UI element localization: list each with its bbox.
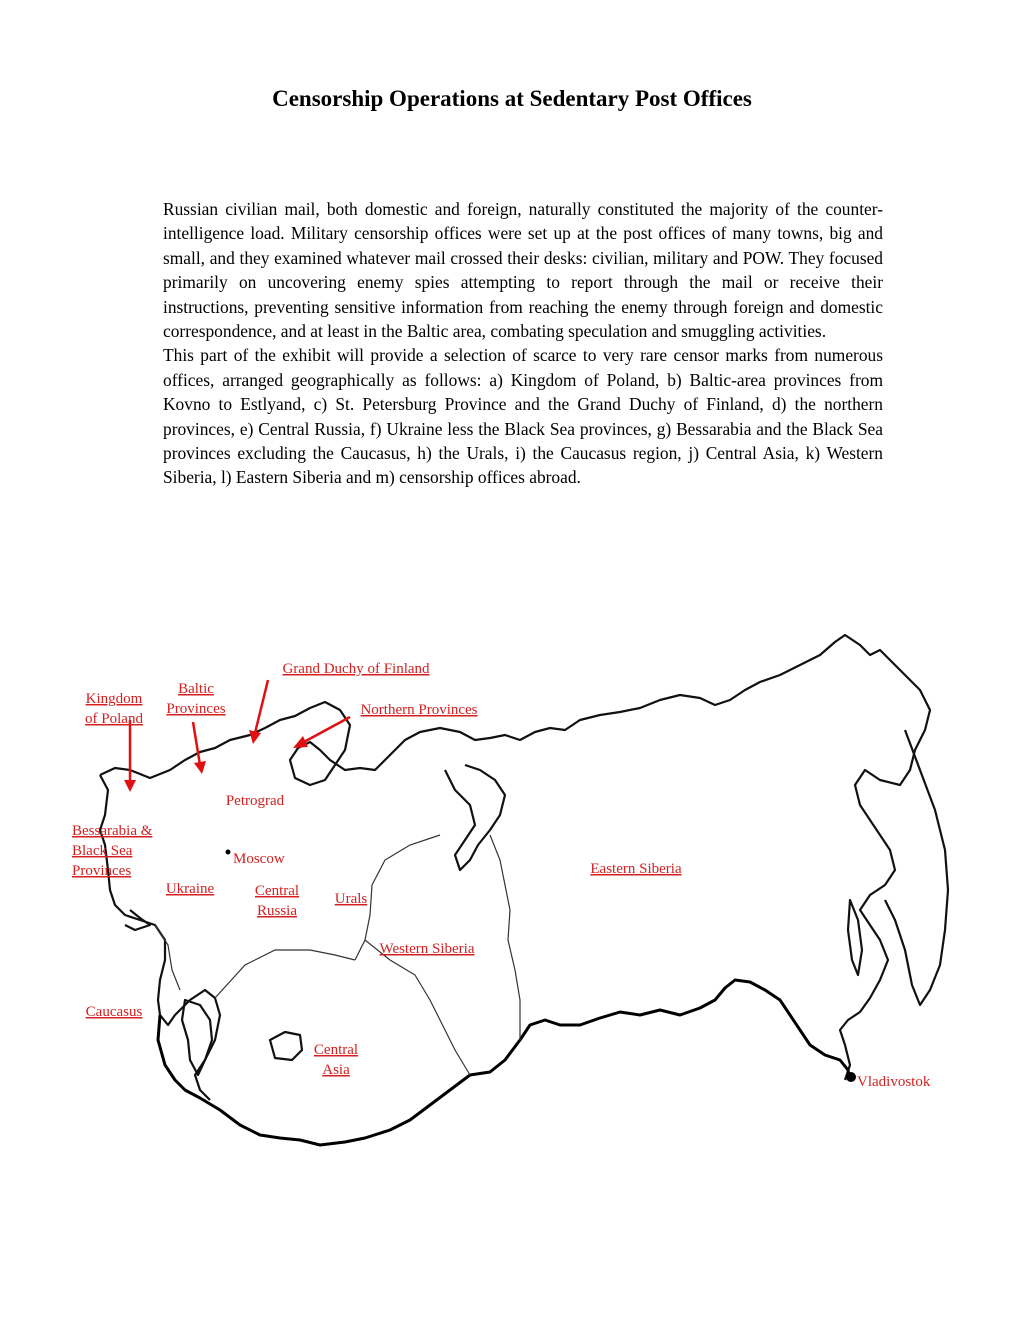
east-siberia-boundary [490, 835, 520, 1040]
vladivostok-dot [846, 1072, 856, 1082]
label-western-siberia: Western Siberia [379, 941, 475, 957]
aral-sea [270, 1032, 302, 1060]
body-text [163, 197, 883, 490]
label-moscow: Moscow [233, 851, 285, 867]
ukraine-boundary [155, 925, 180, 990]
label-central-asia-2: Asia [322, 1062, 350, 1078]
label-bessarabia-2: Black Sea [72, 843, 133, 859]
paragraph-intro: Russian civilian mail, both domestic and foreign, naturally constituted the majority of the counter-intelligence load. Military censorship offices were set up at the post offices of many towns, big and small, and they examined whatever mail crossed their desks: civilian, military and POW. They focused primarily on uncovering enemy spies attempting to report through the mail or receive their instructions, preventing sensitive information from reaching the enemy through foreign and domestic correspondence, and at least in the Baltic area, combating speculation and smuggling activities. [163, 199, 883, 342]
arrow-poland [124, 720, 136, 792]
label-vladivostok: Vladivostok [857, 1074, 931, 1090]
label-kingdom-of-poland-1: Kingdom [85, 691, 143, 707]
label-grand-duchy-of-finland: Grand Duchy of Finland [282, 661, 430, 677]
label-eastern-siberia: Eastern Siberia [590, 861, 682, 877]
russia-map [0, 620, 1024, 1180]
taimyr-peninsula [445, 765, 505, 870]
arrow-northern [293, 717, 350, 748]
arrow-finland [249, 680, 268, 744]
label-caucasus: Caucasus [85, 1004, 143, 1020]
label-baltic-provinces-2: Provinces [166, 701, 226, 717]
label-bessarabia-1: Bessarabia & [72, 823, 153, 839]
label-bessarabia-3: Provinces [72, 863, 132, 879]
label-baltic-provinces-1: Baltic [178, 681, 214, 697]
label-central-asia-1: Central [313, 1042, 359, 1058]
central-asia-boundary [215, 950, 355, 998]
label-ukraine: Ukraine [165, 881, 215, 897]
label-northern-provinces: Northern Provinces [360, 702, 478, 718]
label-kingdom-of-poland-2: of Poland [85, 711, 143, 727]
label-central-russia-2: Russia [256, 903, 298, 919]
label-urals: Urals [334, 891, 368, 907]
caspian-sea [182, 1000, 212, 1075]
label-petrograd: Petrograd [225, 793, 285, 809]
paragraph-arrangement: This part of the exhibit will provide a selection of scarce to very rare censor marks from numerous offices, arranged geographically as follows: a) Kingdom of Poland, b) Baltic-area provinces from Kovno to Estlyand, c) St. Petersburg Province and the Grand Duchy of Finland, d) the northern provinces, e) Central Russia, f) Ukraine less the Black Sea provinces, g) Bessarabia and the Black Sea provinces excluding the Caucasus, h) the Urals, i) the Caucasus region, j) Central Asia, k) Western Siberia, l) Eastern Siberia and m) censorship offices abroad. [163, 345, 883, 488]
southern-border [158, 980, 850, 1145]
label-central-russia-1: Central [254, 883, 300, 899]
page-title: Censorship Operations at Sedentary Post Offices [272, 86, 752, 111]
arrow-baltic [193, 722, 206, 774]
moscow-dot [226, 850, 231, 855]
west-siberia-boundary [365, 940, 470, 1075]
